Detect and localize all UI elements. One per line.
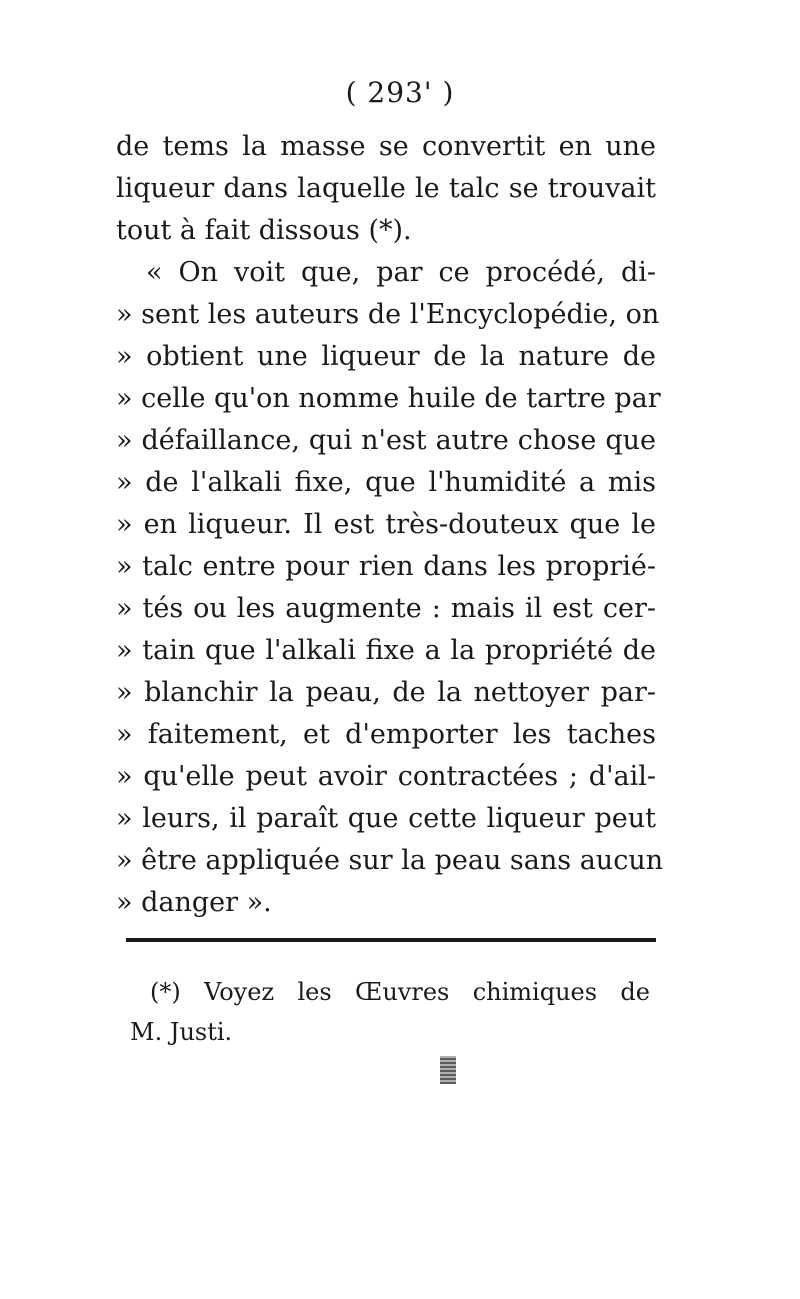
- footnote-divider: [126, 938, 656, 942]
- text-line: « On voit que, par ce procédé, di-: [146, 257, 656, 288]
- text-line: liqueur dans laquelle le talc se trouvait: [116, 173, 656, 204]
- page-number: ( 293' ): [345, 76, 455, 109]
- text-line: » défaillance, qui n'est autre chose que: [116, 425, 656, 456]
- text-line: tout à fait dissous (*).: [116, 215, 412, 246]
- text-line: » faitement, et d'emporter les taches: [116, 719, 656, 750]
- text-line: » tain que l'alkali fixe a la propriété de: [116, 635, 656, 666]
- text-line: » tés ou les augmente : mais il est cer-: [116, 593, 656, 624]
- text-line: » danger ».: [116, 887, 272, 918]
- text-line: » blanchir la peau, de la nettoyer par-: [116, 677, 656, 708]
- text-line: » sent les auteurs de l'Encyclopédie, on: [116, 299, 660, 330]
- footnote-line: (*) Voyez les Œuvres chimiques de: [150, 978, 650, 1006]
- printer-ornament-icon: [440, 1056, 456, 1084]
- footnote: [130, 972, 650, 1052]
- text-line: » celle qu'on nomme huile de tartre par: [116, 383, 661, 414]
- text-line: » de l'alkali fixe, que l'humidité a mis: [116, 467, 656, 498]
- footnote-line: M. Justi.: [130, 1018, 233, 1046]
- text-line: » leurs, il paraît que cette liqueur peut: [116, 803, 656, 834]
- text-line: » en liqueur. Il est très-douteux que le: [116, 509, 656, 540]
- text-line: » qu'elle peut avoir contractées ; d'ail-: [116, 761, 656, 792]
- text-line: » obtient une liqueur de la nature de: [116, 341, 656, 372]
- text-line: » talc entre pour rien dans les proprié-: [116, 551, 656, 582]
- text-line: » être appliquée sur la peau sans aucun: [116, 845, 664, 876]
- text-line: de tems la masse se convertit en une: [116, 131, 656, 162]
- body-text: [116, 126, 664, 924]
